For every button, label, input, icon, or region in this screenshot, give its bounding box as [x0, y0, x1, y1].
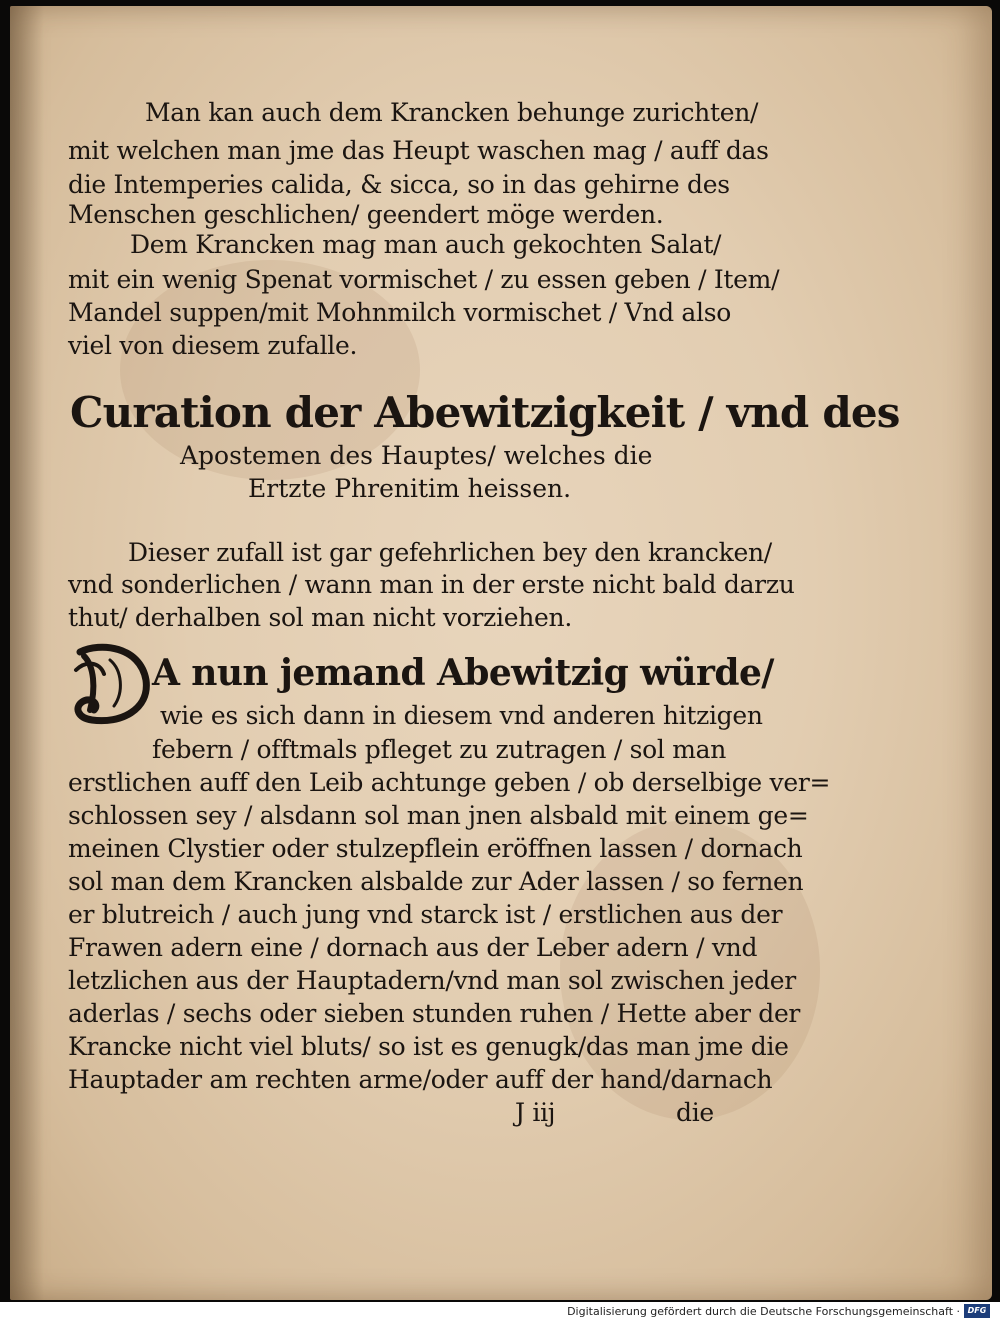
page-spine-shadow — [10, 6, 44, 1300]
text-line: vnd sonderlichen / wann man in der erste nicht bald darzu — [68, 570, 795, 599]
dfg-logo: DFG — [964, 1304, 990, 1318]
text-line: Krancke nicht viel bluts/ so ist es genugk/das man jme die — [68, 1032, 789, 1061]
text-line: Mandel suppen/mit Mohnmilch vormischet / Vnd also — [68, 298, 731, 327]
chapter-heading: Curation der Abewitzigkeit / vnd des — [70, 388, 900, 437]
text-line: aderlas / sechs oder sieben stunden ruhen / Hette aber der — [68, 999, 801, 1028]
chapter-subheading: Apostemen des Hauptes/ welches die — [180, 441, 653, 470]
text-line: die Intemperies calida, & sicca, so in das gehirne des — [68, 170, 730, 199]
text-line: viel von diesem zufalle. — [68, 331, 358, 360]
footer-credit: Digitalisierung gefördert durch die Deutsche Forschungsgemeinschaft · — [567, 1305, 960, 1318]
text-line: meinen Clystier oder stulzepflein eröffnen lassen / dornach — [68, 834, 803, 863]
catchword: die — [676, 1098, 714, 1127]
text-line: mit ein wenig Spenat vormischet / zu essen geben / Item/ — [68, 265, 780, 294]
text-line: Frawen adern eine / dornach aus der Leber adern / vnd — [68, 933, 758, 962]
text-line: Menschen geschlichen/ geendert möge werden. — [68, 200, 664, 229]
text-line: Dieser zufall ist gar gefehrlichen bey den krancken/ — [128, 538, 772, 567]
text-line: letzlichen aus der Hauptadern/vnd man sol zwischen jeder — [68, 966, 796, 995]
text-line-large: A nun jemand Abewitzig würde/ — [152, 652, 774, 694]
text-line: Man kan auch dem Krancken behunge zurichten/ — [145, 98, 759, 127]
text-line: erstlichen auff den Leib achtunge geben / ob derselbige ver= — [68, 768, 831, 797]
signature-mark: J iij — [515, 1098, 556, 1127]
decorated-initial-d — [70, 640, 152, 728]
text-line: sol man dem Krancken alsbalde zur Ader lassen / so fernen — [68, 867, 804, 896]
text-line: mit welchen man jme das Heupt waschen mag / auff das — [68, 136, 769, 165]
chapter-subheading: Ertzte Phrenitim heissen. — [248, 474, 572, 503]
text-line: Dem Krancken mag man auch gekochten Salat/ — [130, 230, 722, 259]
text-line: er blutreich / auch jung vnd starck ist / erstlichen aus der — [68, 900, 783, 929]
text-line: febern / offtmals pfleget zu zutragen / sol man — [152, 735, 727, 764]
text-line: wie es sich dann in diesem vnd anderen hitzigen — [160, 701, 763, 730]
text-line: schlossen sey / alsdann sol man jnen alsbald mit einem ge= — [68, 801, 809, 830]
text-line: thut/ derhalben sol man nicht vorziehen. — [68, 603, 572, 632]
text-line: Hauptader am rechten arme/oder auff der hand/darnach — [68, 1065, 773, 1094]
